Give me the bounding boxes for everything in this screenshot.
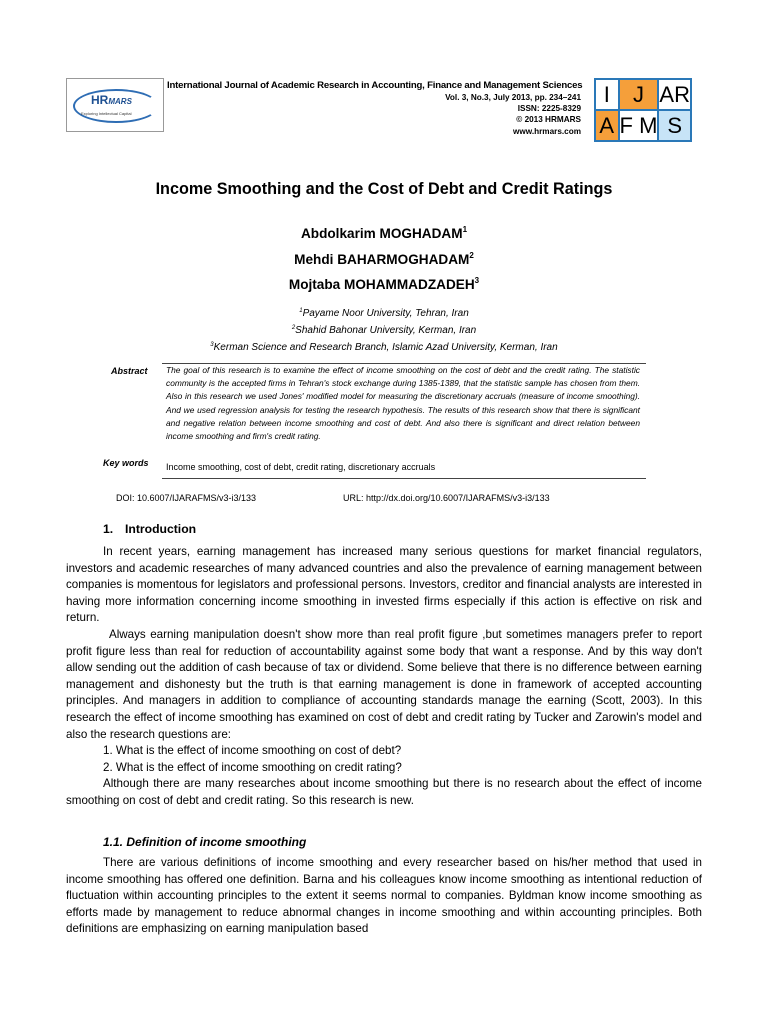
section-heading-introduction: 1. Introduction [103,522,197,536]
journal-title: International Journal of Academic Research in Accounting, Finance and Management Sciences [167,80,583,91]
meta-copyright: © 2013 HRMARS [516,115,581,125]
paragraph: Always earning manipulation doesn't show more than real profit figure ,but sometimes managers prefer to report profit figure less than real for reduction of accountability against some body that want a response. And by this way don't allow sending out the addition of cash because of tax or dividend. Some believe that there is no difference between earning management and dishonesty but the truth is that earning management is done in framework of accepted accounting principles. And managers in addition to compliance of accounting standards manage the earning (Scott, 2003). In this research the effect of income smoothing has examined on cost of debt and credit rating by Tucker and Zarowin's model and also the research questions are: [66,627,702,741]
research-question: 1. What is the effect of income smoothing on cost of debt? [103,744,402,758]
logo-cell: F M [619,110,659,141]
affiliation: $^2$Shahid Bahonar University, Kerman, Iran [291,325,477,336]
paragraph: In recent years, earning management has increased many serious questions for market financial regulators, investors and academic researches of many advanced countries and also the prevalence of earning management between companies is momentous for legislators and professional persons. Investors, creditor and financial analysts are interested in having more information concerning income smoothing in invested firms especially if this action is effective on risk and return. [66,545,702,625]
hrmars-logo [66,78,164,132]
logo-cell: A R [658,79,691,110]
doi: DOI: 10.6007/IJARAFMS/v3-i3/133 [116,493,257,503]
author: Mojtaba MOHAMMADZADEH$^3$ [288,276,480,292]
meta-issn: ISSN: 2225-8329 [517,104,581,114]
meta-volume: Vol. 3, No.3, July 2013, pp. 234–241 [445,93,581,102]
subsection-heading-definition: 1.1. Definition of income smoothing [103,835,307,849]
research-question: 2. What is the effect of income smoothing on credit rating? [103,760,402,774]
abstract-rule-bottom [162,478,646,479]
journal-meta [445,92,581,137]
abstract-text: The goal of this research is to examine the effect of income smoothing on the cost of debt and the credit rating. The statistic community is the accepted firms in Tehran's stock exchange during 1385-1389, that the statistic sample has chosen from them. Also in this research we used Jones' modified model for measuring the discretionary accruals (measure of income smoothing). And we used regression analysis for testing the research hypothesis. The results of this research show that there is significant and negative relation between income smoothing and cost of debt. And also there is significant and direct relation between income smoothing and firm's credit rating. [166,365,640,442]
affiliation-list [0,304,768,355]
author: Abdolkarim MOGHADAM$^1$ [300,225,468,241]
meta-website: www.hrmars.com [513,126,581,136]
introduction-body [66,544,702,810]
author-list [0,219,768,296]
affiliation: $^3$Kerman Science and Research Branch, Islamic Azad University, Kerman, Iran [210,342,558,353]
logo-cell: A [595,110,619,141]
keywords-text: Income smoothing, cost of debt, credit rating, discretionary accruals [166,462,436,472]
logo-wordmark: HRMARS [91,93,132,107]
definition-body [66,855,702,938]
doi-url: URL: http://dx.doi.org/10.6007/IJARAFMS/v3-i3/133 [343,493,550,503]
logo-cell: J [619,79,659,110]
logo-tagline: Exploring Intellectual Capital [81,111,132,116]
paragraph: Although there are many researches about income smoothing but there is no research about the effect of income smoothing on cost of debt and credit rating. So this research is new. [66,777,702,807]
author: Mehdi BAHARMOGHADAM$^2$ [294,250,474,267]
ijarafms-logo [594,78,692,142]
logo-cell: S [658,110,691,141]
affiliation: $^1$Payame Noor University, Tehran, Iran [299,308,469,319]
paper-title: Income Smoothing and the Cost of Debt and Credit Ratings [155,180,613,198]
logo-cell: I [595,79,619,110]
keywords-label: Key words [103,458,149,468]
paragraph: There are various definitions of income smoothing and every researcher based on his/her method that used in income smoothing has offered one definition. Barna and his colleagues know income smoothing as intentional reduction of fluctuation within accounting principles to the extent it seems normal to companies. Byldman know income smoothing as efforts made by management to reduce abnormal changes in income smoothing and within accounting principles. Both definitions are emphasizing on earning manipulation based [66,856,702,936]
abstract-label: Abstract [111,366,148,376]
